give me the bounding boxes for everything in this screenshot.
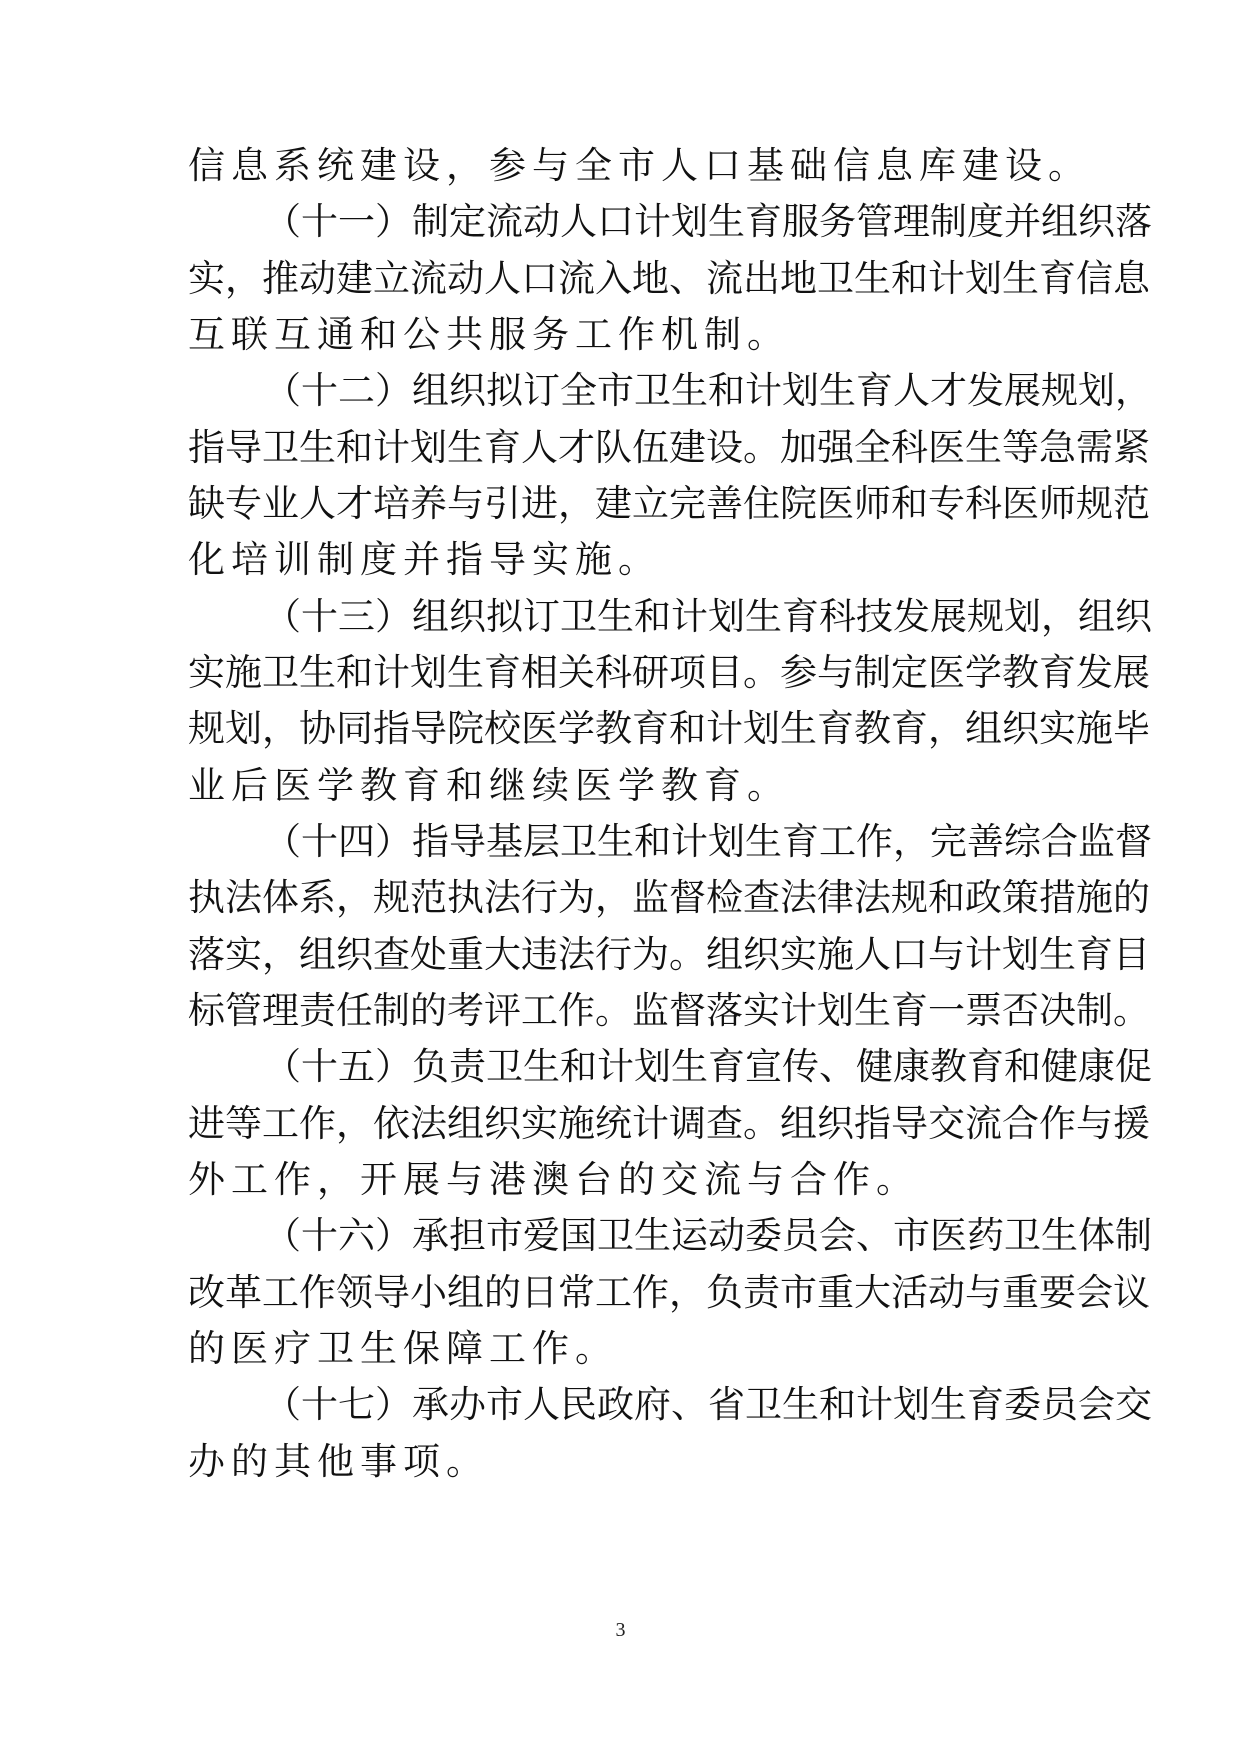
text-line: 规划，协同指导院校医学教育和计划生育教育，组织实施毕 (188, 707, 1150, 750)
text-line: （十二）组织拟订全市卫生和计划生育人才发展规划， (264, 369, 1152, 412)
text-line: 互联互通和公共服务工作机制。 (188, 313, 790, 356)
text-line: 化培训制度并指导实施。 (188, 538, 661, 581)
text-line: 进等工作，依法组织实施统计调查。组织指导交流合作与援 (188, 1102, 1150, 1145)
page-number: 3 (615, 1619, 626, 1641)
text-line: 缺专业人才培养与引进，建立完善住院医师和专科医师规范 (188, 482, 1150, 525)
text-line: 标管理责任制的考评工作。监督落实计划生育一票否决制。 (188, 989, 1150, 1032)
text-line: （十三）组织拟订卫生和计划生育科技发展规划，组织 (264, 595, 1152, 638)
text-line: 落实，组织查处重大违法行为。组织实施人口与计划生育目 (188, 933, 1150, 976)
text-line: 实施卫生和计划生育相关科研项目。参与制定医学教育发展 (188, 651, 1150, 694)
text-line: 改革工作领导小组的日常工作，负责市重大活动与重要会议 (188, 1271, 1150, 1314)
text-line: 指导卫生和计划生育人才队伍建设。加强全科医生等急需紧 (188, 426, 1150, 469)
text-line: 执法体系，规范执法行为，监督检查法律法规和政策措施的 (188, 876, 1150, 919)
text-line: 办的其他事项。 (188, 1440, 489, 1483)
text-line: 外工作，开展与港澳台的交流与合作。 (188, 1158, 919, 1201)
text-line: （十七）承办市人民政府、省卫生和计划生育委员会交 (264, 1383, 1152, 1426)
text-line: （十四）指导基层卫生和计划生育工作，完善综合监督 (264, 820, 1152, 863)
text-line: （十六）承担市爱国卫生运动委员会、市医药卫生体制 (264, 1214, 1152, 1257)
text-line: （十五）负责卫生和计划生育宣传、健康教育和健康促 (264, 1045, 1152, 1088)
text-line: 实，推动建立流动人口流入地、流出地卫生和计划生育信息 (188, 257, 1150, 300)
text-line: 的医疗卫生保障工作。 (188, 1327, 618, 1370)
text-line: 信息系统建设，参与全市人口基础信息库建设。 (188, 144, 1091, 187)
text-line: （十一）制定流动人口计划生育服务管理制度并组织落 (264, 200, 1152, 243)
text-line: 业后医学教育和继续医学教育。 (188, 764, 790, 807)
